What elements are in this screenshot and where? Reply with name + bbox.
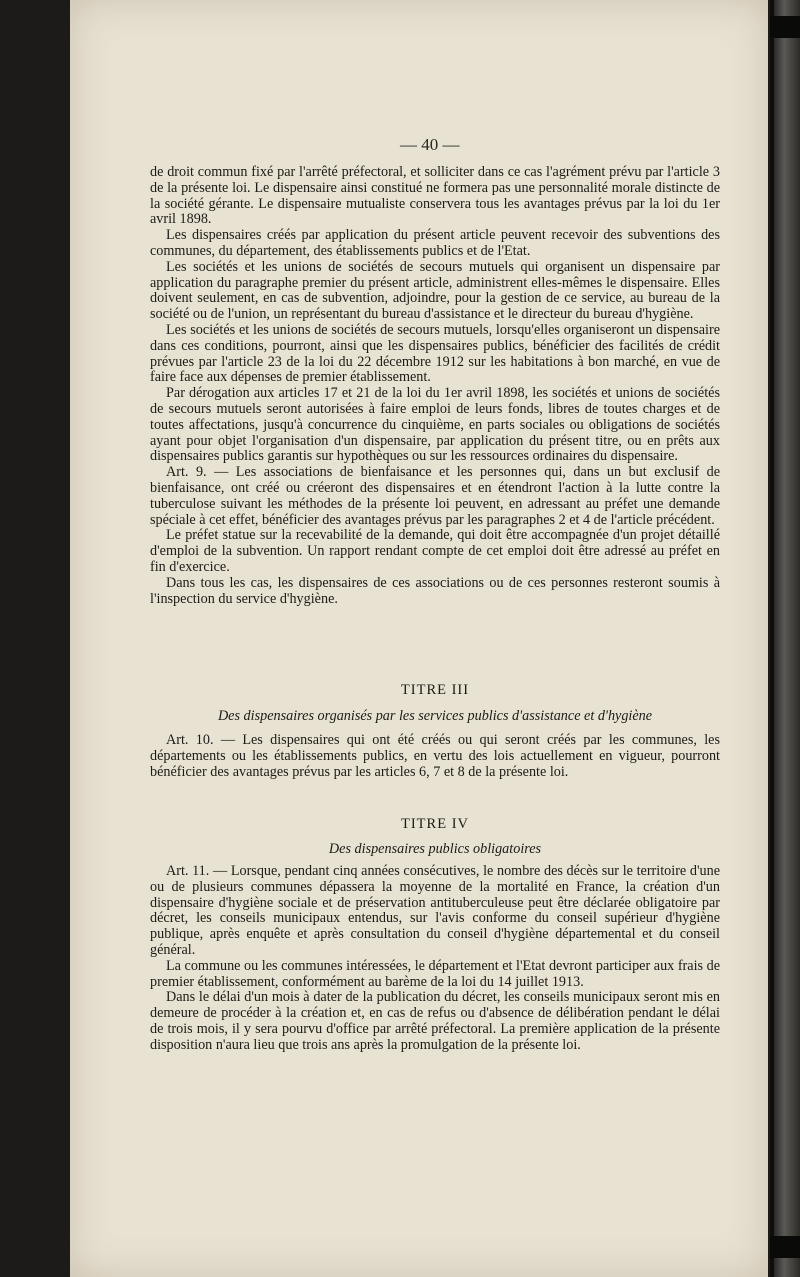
paragraph: Art. 9. — Les associations de bienfaisance et les personnes qui, dans un but exclusif de bienfaisance, ont créé ou créeront des dispensaires et en étendront l'action à la lutte contre la tuberculose suivant les méthodes de la présente loi peuvent, en adressant au préfet une demande spéciale à cet effet, bénéficier des avantages prévus par les paragraphes 2 et 4 de l'article précédent. bbox=[150, 464, 720, 528]
paragraph: Art. 11. — Lorsque, pendant cinq années consécutives, le nombre des décès sur le territoire d'une ou de plusieurs communes dépassera la moyenne de la mortalité en France, la création d'un dispensaire d'hygiène sociale et de préservation antituberculeuse peut être déclarée obligatoire par décret, les conseils municipaux entendus, sur l'avis conforme du conseil supérieur d'hygiène publique, après enquête et après consultation du conseil d'hygiène départemental et du conseil général. bbox=[150, 863, 720, 958]
scan-edge bbox=[770, 0, 800, 1277]
paragraph: Le préfet statue sur la recevabilité de la demande, qui doit être accompagnée d'un projet détaillé d'emploi de la subvention. Un rapport rendant compte de cet emploi doit être adressé au préfet en fin d'exercice. bbox=[150, 527, 720, 575]
paragraph: Les sociétés et les unions de sociétés de secours mutuels, lorsqu'elles organiseront un dispensaire dans ces conditions, pourront, ainsi que les dispensaires publics, bénéficier des facilités de crédit prévues par l'article 23 de la loi du 22 décembre 1912 sur les habitations à bon marché, en vue de faire face aux dépenses de premier établissement. bbox=[150, 321, 720, 386]
paragraph: de droit commun fixé par l'arrêté préfectoral, et solliciter dans ce cas l'agrément prévu par l'article 3 de la présente loi. Le dispensaire ainsi constitué ne formera pas une personnalité morale distincte de la société gérante. Le dispensaire mutualiste conservera tous les avantages prévus par la loi du 1er avril 1898. bbox=[150, 164, 720, 228]
edge-notch bbox=[770, 16, 800, 38]
article-10 bbox=[150, 733, 720, 780]
page-number: — 40 — bbox=[400, 135, 460, 154]
paragraph: Par dérogation aux articles 17 et 21 de la loi du 1er avril 1898, les sociétés et unions de sociétés de secours mutuels seront autorisées à faire emploi de leurs fonds, libres de toutes charges et de toutes affectations, jusqu'à concurrence du cinquième, en parts sociales ou obligations de sociétés ayant pour objet l'organisation d'un dispensaire, par application du présent titre, ou en prêts aux dispensaires publics garantis sur hypothèques ou sur les ressources ordinaires du dispensaire. bbox=[150, 385, 720, 465]
paragraph: La commune ou les communes intéressées, le département et l'Etat devront participer aux frais de premier établissement, conformément au barème de la loi du 14 juillet 1913. bbox=[150, 957, 720, 990]
titre-4-heading: TITRE IV bbox=[401, 816, 469, 832]
titre-3-heading: TITRE III bbox=[400, 682, 470, 698]
paragraph: Les sociétés et les unions de sociétés de secours mutuels qui organisent un dispensaire par application du paragraphe premier du présent article, administrent elles-mêmes le dispensaire. Elles doivent seulement, en cas de subvention, adjoindre, pour la gestion de ce service, au bureau de la société ou de l'union, un représentant du bureau d'assistance et le directeur du bureau d'hygiène. bbox=[150, 258, 720, 323]
article-11 bbox=[150, 864, 720, 1054]
paragraph: Dans le délai d'un mois à dater de la publication du décret, les conseils municipaux seront mis en demeure de procéder à la création et, en cas de refus ou d'absence de délibération pendant le délai de trois mois, il y sera pourvu d'office par arrêté préfectoral. La première application de la présente disposition n'aura lieu que trois ans après la promulgation de la présente loi. bbox=[150, 989, 720, 1053]
paragraph: Art. 10. — Les dispensaires qui ont été créés ou qui seront créés par les communes, les départements ou les établissements publics, en vertu des lois actuellement en vigueur, pourront bénéficier des avantages prévus par les articles 6, 7 et 8 de la présente loi. bbox=[150, 732, 720, 780]
edge-notch bbox=[770, 1236, 800, 1258]
article-8-continuation bbox=[150, 165, 720, 607]
paragraph: Les dispensaires créés par application du présent article peuvent recevoir des subventions des communes, du département, des établissements publics et de l'Etat. bbox=[150, 227, 720, 259]
titre-4-subtitle: Des dispensaires publics obligatoires bbox=[328, 841, 542, 857]
facing-page-edge bbox=[774, 0, 800, 1277]
titre-3-subtitle: Des dispensaires organisés par les services publics d'assistance et d'hygiène bbox=[217, 708, 653, 724]
paragraph: Dans tous les cas, les dispensaires de ces associations ou de ces personnes resteront soumis à l'inspection du service d'hygiène. bbox=[150, 574, 720, 607]
